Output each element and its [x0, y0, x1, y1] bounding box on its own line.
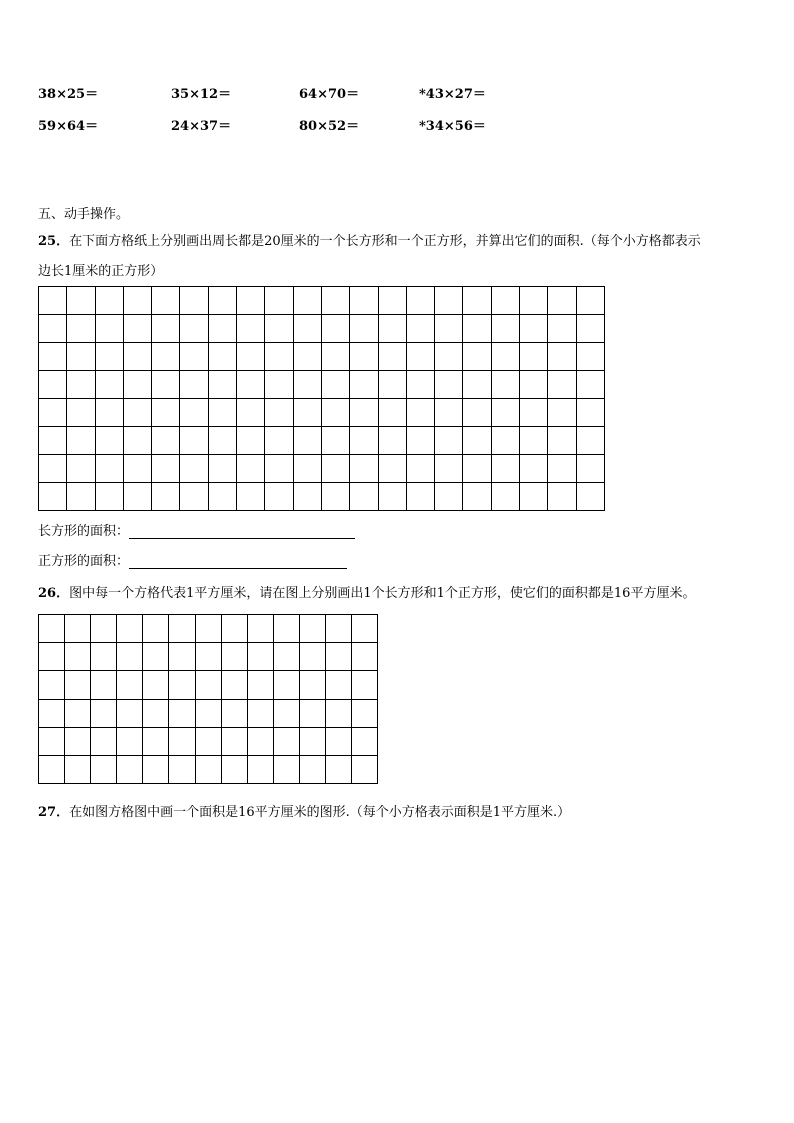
grid-row: [39, 343, 605, 371]
grid-cell[interactable]: [352, 671, 378, 699]
grid-cell[interactable]: [208, 427, 236, 455]
grid-cell[interactable]: [576, 371, 604, 399]
q25-grid[interactable]: [38, 286, 605, 511]
grid-row: [39, 671, 378, 699]
grid-row: [39, 483, 605, 511]
grid-cell[interactable]: [378, 483, 406, 511]
grid-cell[interactable]: [67, 371, 95, 399]
grid-cell[interactable]: [352, 643, 378, 671]
grid-cell[interactable]: [95, 399, 123, 427]
grid-cell[interactable]: [143, 671, 169, 699]
grid-cell[interactable]: [169, 699, 195, 727]
grid-cell[interactable]: [321, 315, 349, 343]
grid-cell[interactable]: [293, 399, 321, 427]
q27-text: 在如图方格图中画一个面积是16平方厘米的图形.（每个小方格表示面积是1平方厘米.）: [69, 805, 571, 820]
grid-cell[interactable]: [378, 399, 406, 427]
grid-cell[interactable]: [378, 287, 406, 315]
grid-cell[interactable]: [293, 371, 321, 399]
grid-cell[interactable]: [520, 287, 548, 315]
grid-cell[interactable]: [293, 427, 321, 455]
grid-cell[interactable]: [350, 343, 378, 371]
calc-item: 35×12＝: [171, 87, 232, 102]
grid-cell[interactable]: [117, 671, 143, 699]
grid-cell[interactable]: [39, 483, 67, 511]
grid-cell[interactable]: [39, 671, 65, 699]
grid-cell[interactable]: [169, 671, 195, 699]
grid-cell[interactable]: [520, 371, 548, 399]
grid-cell[interactable]: [350, 399, 378, 427]
grid-cell[interactable]: [326, 615, 352, 643]
grid-cell[interactable]: [67, 455, 95, 483]
calc-item: 59×64＝: [38, 119, 99, 134]
grid-cell[interactable]: [247, 699, 273, 727]
calc-item: 80×52＝: [299, 119, 360, 134]
grid-cell[interactable]: [208, 343, 236, 371]
grid-cell[interactable]: [321, 343, 349, 371]
grid-cell[interactable]: [378, 455, 406, 483]
grid-cell[interactable]: [491, 287, 519, 315]
grid-cell[interactable]: [39, 399, 67, 427]
grid-cell[interactable]: [326, 643, 352, 671]
grid-cell[interactable]: [195, 615, 221, 643]
grid-cell[interactable]: [463, 315, 491, 343]
grid-cell[interactable]: [237, 343, 265, 371]
grid-cell[interactable]: [350, 427, 378, 455]
grid-cell[interactable]: [247, 755, 273, 783]
grid-cell[interactable]: [237, 455, 265, 483]
grid-cell[interactable]: [463, 343, 491, 371]
grid-cell[interactable]: [435, 455, 463, 483]
grid-cell[interactable]: [576, 287, 604, 315]
grid-cell[interactable]: [273, 671, 299, 699]
grid-cell[interactable]: [378, 315, 406, 343]
grid-cell[interactable]: [293, 455, 321, 483]
grid-cell[interactable]: [265, 343, 293, 371]
grid-cell[interactable]: [406, 483, 434, 511]
q26-number: 26．: [38, 586, 70, 601]
grid-cell[interactable]: [195, 671, 221, 699]
grid-cell[interactable]: [91, 727, 117, 755]
grid-cell[interactable]: [91, 643, 117, 671]
grid-cell[interactable]: [299, 671, 325, 699]
grid-cell[interactable]: [406, 343, 434, 371]
grid-cell[interactable]: [299, 727, 325, 755]
grid-cell[interactable]: [152, 483, 180, 511]
grid-cell[interactable]: [491, 371, 519, 399]
calc-item: 64×70＝: [299, 87, 360, 102]
grid-cell[interactable]: [293, 287, 321, 315]
grid-cell[interactable]: [180, 483, 208, 511]
grid-cell[interactable]: [435, 483, 463, 511]
grid-cell[interactable]: [169, 727, 195, 755]
grid-row: [39, 455, 605, 483]
grid-cell[interactable]: [406, 315, 434, 343]
grid-cell[interactable]: [576, 483, 604, 511]
grid-cell[interactable]: [169, 615, 195, 643]
grid-cell[interactable]: [180, 315, 208, 343]
rect-area-blank[interactable]: [129, 524, 355, 539]
q27-line: [38, 801, 570, 820]
grid-cell[interactable]: [299, 615, 325, 643]
grid-cell[interactable]: [221, 727, 247, 755]
grid-cell[interactable]: [39, 699, 65, 727]
grid-cell[interactable]: [221, 699, 247, 727]
grid-cell[interactable]: [326, 671, 352, 699]
grid-cell[interactable]: [39, 615, 65, 643]
grid-cell[interactable]: [143, 643, 169, 671]
rect-area-answer: [38, 520, 355, 539]
grid-cell[interactable]: [123, 455, 151, 483]
grid-cell[interactable]: [576, 455, 604, 483]
q26-line: [38, 582, 695, 601]
grid-cell[interactable]: [39, 643, 65, 671]
grid-cell[interactable]: [221, 671, 247, 699]
grid-cell[interactable]: [321, 455, 349, 483]
grid-cell[interactable]: [95, 287, 123, 315]
grid-cell[interactable]: [435, 371, 463, 399]
grid-cell[interactable]: [378, 343, 406, 371]
grid-cell[interactable]: [463, 455, 491, 483]
grid-cell[interactable]: [321, 427, 349, 455]
grid-cell[interactable]: [265, 427, 293, 455]
grid-cell[interactable]: [352, 727, 378, 755]
grid-cell[interactable]: [321, 399, 349, 427]
grid-cell[interactable]: [299, 699, 325, 727]
grid-cell[interactable]: [463, 483, 491, 511]
grid-row: [39, 371, 605, 399]
grid-cell[interactable]: [350, 315, 378, 343]
grid-cell[interactable]: [180, 287, 208, 315]
grid-cell[interactable]: [491, 399, 519, 427]
grid-cell[interactable]: [273, 643, 299, 671]
grid-row: [39, 427, 605, 455]
grid-cell[interactable]: [326, 727, 352, 755]
grid-cell[interactable]: [143, 615, 169, 643]
grid-cell[interactable]: [152, 399, 180, 427]
grid-cell[interactable]: [293, 483, 321, 511]
grid-cell[interactable]: [195, 643, 221, 671]
grid-cell[interactable]: [143, 755, 169, 783]
grid-cell[interactable]: [350, 483, 378, 511]
grid-cell[interactable]: [117, 755, 143, 783]
grid-cell[interactable]: [180, 399, 208, 427]
grid-cell[interactable]: [65, 727, 91, 755]
grid-cell[interactable]: [91, 699, 117, 727]
grid-cell[interactable]: [435, 315, 463, 343]
q27-number: 27．: [38, 805, 70, 820]
grid-cell[interactable]: [463, 371, 491, 399]
grid-cell[interactable]: [123, 343, 151, 371]
calc-row-2: [0, 115, 794, 135]
grid-cell[interactable]: [247, 643, 273, 671]
grid-cell[interactable]: [350, 371, 378, 399]
grid-cell[interactable]: [95, 427, 123, 455]
grid-cell[interactable]: [117, 699, 143, 727]
grid-cell[interactable]: [208, 483, 236, 511]
calc-item: 38×25＝: [38, 87, 99, 102]
grid-row: [39, 727, 378, 755]
grid-cell[interactable]: [65, 615, 91, 643]
grid-cell[interactable]: [221, 643, 247, 671]
grid-cell[interactable]: [237, 427, 265, 455]
grid-cell[interactable]: [576, 427, 604, 455]
grid-cell[interactable]: [123, 371, 151, 399]
grid-cell[interactable]: [378, 371, 406, 399]
grid-cell[interactable]: [39, 371, 67, 399]
grid-cell[interactable]: [273, 699, 299, 727]
grid-cell[interactable]: [520, 343, 548, 371]
grid-cell[interactable]: [91, 615, 117, 643]
grid-row: [39, 699, 378, 727]
grid-cell[interactable]: [520, 455, 548, 483]
grid-cell[interactable]: [406, 455, 434, 483]
grid-cell[interactable]: [265, 287, 293, 315]
grid-cell[interactable]: [65, 755, 91, 783]
grid-cell[interactable]: [39, 755, 65, 783]
grid-cell[interactable]: [406, 427, 434, 455]
grid-cell[interactable]: [520, 399, 548, 427]
grid-cell[interactable]: [435, 399, 463, 427]
grid-cell[interactable]: [273, 615, 299, 643]
grid-cell[interactable]: [65, 699, 91, 727]
grid-cell[interactable]: [247, 727, 273, 755]
grid-cell[interactable]: [195, 755, 221, 783]
grid-cell[interactable]: [520, 315, 548, 343]
grid-cell[interactable]: [123, 315, 151, 343]
grid-cell[interactable]: [299, 643, 325, 671]
calc-item: 24×37＝: [171, 119, 232, 134]
grid-cell[interactable]: [91, 671, 117, 699]
grid-cell[interactable]: [169, 643, 195, 671]
grid-cell[interactable]: [67, 483, 95, 511]
grid-cell[interactable]: [152, 455, 180, 483]
grid-cell[interactable]: [208, 371, 236, 399]
grid-row: [39, 615, 378, 643]
grid-cell[interactable]: [520, 483, 548, 511]
grid-cell[interactable]: [435, 343, 463, 371]
grid-cell[interactable]: [143, 727, 169, 755]
grid-cell[interactable]: [548, 371, 576, 399]
grid-cell[interactable]: [208, 399, 236, 427]
grid-cell[interactable]: [152, 427, 180, 455]
grid-cell[interactable]: [95, 455, 123, 483]
grid-cell[interactable]: [435, 427, 463, 455]
grid-cell[interactable]: [326, 699, 352, 727]
grid-row: [39, 315, 605, 343]
rect-area-label: 长方形的面积：: [38, 524, 130, 539]
grid-cell[interactable]: [91, 755, 117, 783]
grid-cell[interactable]: [169, 755, 195, 783]
grid-cell[interactable]: [265, 315, 293, 343]
grid-row: [39, 643, 378, 671]
grid-cell[interactable]: [180, 427, 208, 455]
grid-cell[interactable]: [548, 343, 576, 371]
grid-cell[interactable]: [352, 615, 378, 643]
grid-cell[interactable]: [39, 427, 67, 455]
grid-cell[interactable]: [39, 343, 67, 371]
square-area-label: 正方形的面积：: [38, 554, 130, 569]
grid-cell[interactable]: [237, 287, 265, 315]
grid-cell[interactable]: [39, 455, 67, 483]
grid-cell[interactable]: [123, 287, 151, 315]
grid-cell[interactable]: [491, 483, 519, 511]
grid-cell[interactable]: [67, 427, 95, 455]
grid-cell[interactable]: [265, 399, 293, 427]
grid-cell[interactable]: [237, 399, 265, 427]
grid-cell[interactable]: [520, 427, 548, 455]
grid-cell[interactable]: [247, 671, 273, 699]
grid-cell[interactable]: [378, 427, 406, 455]
grid-cell[interactable]: [576, 343, 604, 371]
grid-cell[interactable]: [67, 343, 95, 371]
grid-cell[interactable]: [208, 287, 236, 315]
grid-cell[interactable]: [123, 483, 151, 511]
grid-cell[interactable]: [95, 315, 123, 343]
grid-cell[interactable]: [265, 483, 293, 511]
grid-cell[interactable]: [463, 427, 491, 455]
grid-cell[interactable]: [576, 399, 604, 427]
grid-cell[interactable]: [67, 315, 95, 343]
grid-cell[interactable]: [65, 643, 91, 671]
grid-cell[interactable]: [152, 315, 180, 343]
q26-text: 图中每一个方格代表1平方厘米，请在图上分别画出1个长方形和1个正方形，使它们的面积都是16平方厘米。: [69, 586, 696, 601]
grid-cell[interactable]: [548, 455, 576, 483]
grid-cell[interactable]: [152, 287, 180, 315]
grid-cell[interactable]: [117, 643, 143, 671]
grid-cell[interactable]: [406, 287, 434, 315]
grid-cell[interactable]: [95, 343, 123, 371]
grid-cell[interactable]: [180, 455, 208, 483]
grid-cell[interactable]: [548, 483, 576, 511]
grid-cell[interactable]: [273, 727, 299, 755]
grid-cell[interactable]: [180, 371, 208, 399]
grid-cell[interactable]: [195, 699, 221, 727]
grid-cell[interactable]: [39, 727, 65, 755]
grid-cell[interactable]: [265, 455, 293, 483]
grid-row: [39, 755, 378, 783]
grid-cell[interactable]: [247, 615, 273, 643]
grid-cell[interactable]: [491, 455, 519, 483]
grid-cell[interactable]: [548, 315, 576, 343]
grid-cell[interactable]: [491, 343, 519, 371]
grid-cell[interactable]: [208, 455, 236, 483]
grid-cell[interactable]: [39, 287, 67, 315]
grid-row: [39, 287, 605, 315]
grid-cell[interactable]: [326, 755, 352, 783]
grid-cell[interactable]: [350, 455, 378, 483]
grid-cell[interactable]: [548, 427, 576, 455]
grid-cell[interactable]: [293, 315, 321, 343]
grid-cell[interactable]: [237, 483, 265, 511]
grid-cell[interactable]: [435, 287, 463, 315]
grid-cell[interactable]: [548, 287, 576, 315]
grid-cell[interactable]: [237, 371, 265, 399]
grid-cell[interactable]: [95, 371, 123, 399]
grid-cell[interactable]: [221, 615, 247, 643]
q25-line-2: 边长1厘米的正方形）: [38, 264, 164, 279]
grid-cell[interactable]: [152, 371, 180, 399]
grid-cell[interactable]: [65, 671, 91, 699]
grid-cell[interactable]: [221, 755, 247, 783]
grid-row: [39, 399, 605, 427]
grid-cell[interactable]: [352, 699, 378, 727]
grid-cell[interactable]: [39, 315, 67, 343]
grid-cell[interactable]: [117, 615, 143, 643]
square-area-blank[interactable]: [129, 554, 347, 569]
grid-cell[interactable]: [237, 315, 265, 343]
grid-cell[interactable]: [152, 343, 180, 371]
q25-line-1: [38, 230, 701, 249]
calc-row-1: [0, 83, 794, 103]
grid-cell[interactable]: [195, 727, 221, 755]
grid-cell[interactable]: [576, 315, 604, 343]
grid-cell[interactable]: [95, 483, 123, 511]
grid-cell[interactable]: [293, 343, 321, 371]
grid-cell[interactable]: [350, 287, 378, 315]
calc-item: *34×56＝: [419, 119, 486, 134]
grid-cell[interactable]: [491, 427, 519, 455]
q26-grid[interactable]: [38, 614, 378, 784]
grid-cell[interactable]: [321, 483, 349, 511]
grid-cell[interactable]: [321, 287, 349, 315]
grid-cell[interactable]: [352, 755, 378, 783]
grid-cell[interactable]: [67, 287, 95, 315]
grid-cell[interactable]: [463, 287, 491, 315]
square-area-answer: [38, 550, 347, 569]
grid-cell[interactable]: [273, 755, 299, 783]
grid-cell[interactable]: [208, 315, 236, 343]
calc-item: *43×27＝: [419, 87, 486, 102]
grid-cell[interactable]: [321, 371, 349, 399]
section-title: 五、动手操作。: [38, 207, 130, 222]
grid-cell[interactable]: [117, 727, 143, 755]
grid-cell[interactable]: [180, 343, 208, 371]
grid-cell[interactable]: [548, 399, 576, 427]
grid-cell[interactable]: [463, 399, 491, 427]
grid-cell[interactable]: [299, 755, 325, 783]
grid-cell[interactable]: [406, 371, 434, 399]
grid-cell[interactable]: [123, 427, 151, 455]
grid-cell[interactable]: [123, 399, 151, 427]
q25-number: 25．: [38, 234, 70, 249]
grid-cell[interactable]: [67, 399, 95, 427]
grid-cell[interactable]: [143, 699, 169, 727]
q25-text: 在下面方格纸上分别画出周长都是20厘米的一个长方形和一个正方形，并算出它们的面积.（每个小方格都表示: [69, 234, 701, 249]
grid-cell[interactable]: [491, 315, 519, 343]
grid-cell[interactable]: [406, 399, 434, 427]
grid-cell[interactable]: [265, 371, 293, 399]
